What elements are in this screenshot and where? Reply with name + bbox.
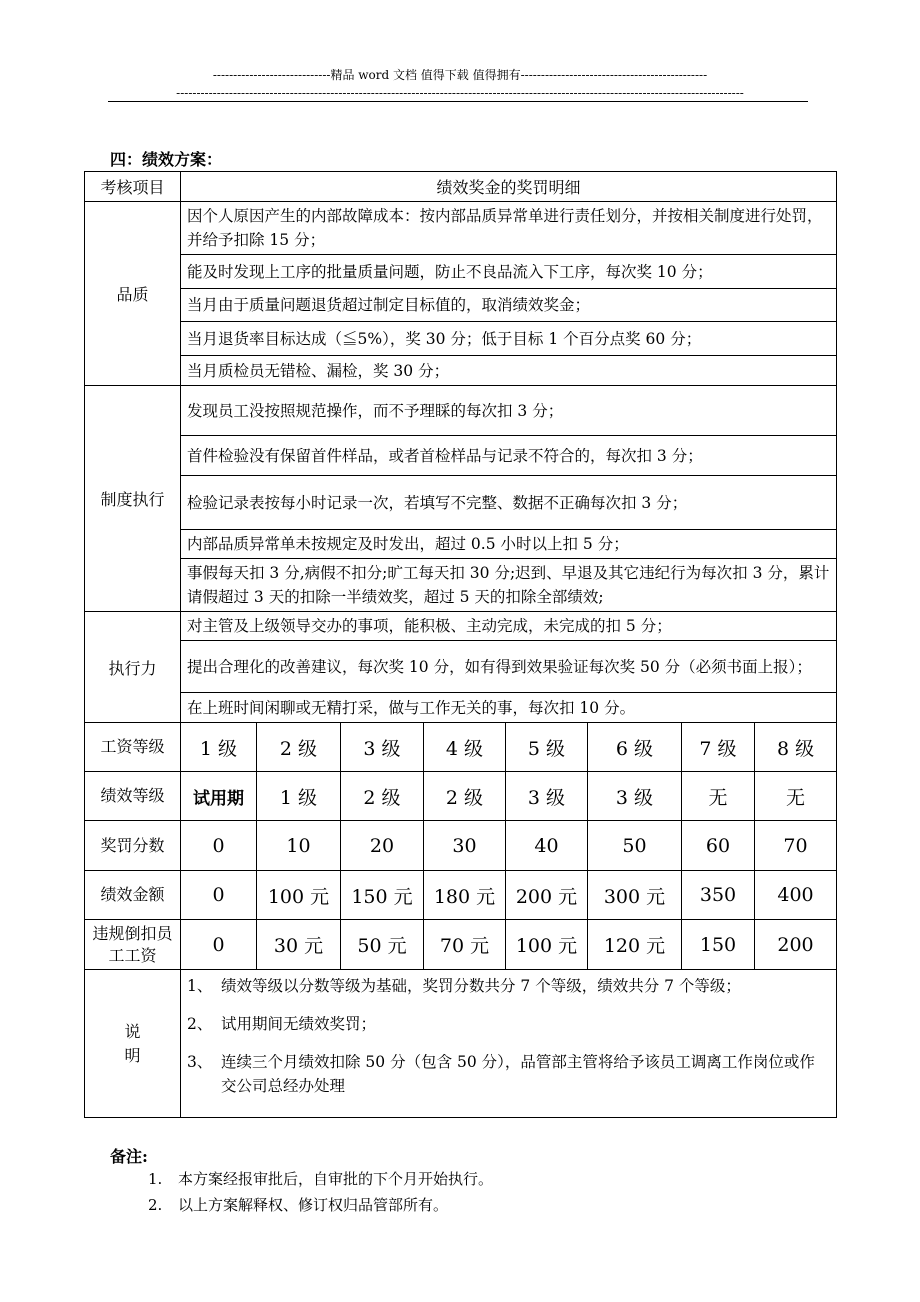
remark-number: 1.: [148, 1170, 163, 1188]
grade-cell: 200: [755, 920, 837, 970]
quality-item: 当月质检员无错检、漏检，奖 30 分；: [181, 356, 837, 386]
grade-cell: 20: [341, 821, 424, 871]
execution-item: 在上班时间闲聊或无精打采，做与工作无关的事，每次扣 10 分。: [181, 693, 837, 723]
grade-cell: 100 元: [257, 871, 341, 920]
grade-cell: 1 级: [181, 723, 257, 772]
grade-cell: 2 级: [341, 772, 424, 821]
grade-cell: 60: [682, 821, 755, 871]
grade-cell: 30 元: [257, 920, 341, 970]
grade-cell: 3 级: [588, 772, 682, 821]
quality-item: 能及时发现上工序的批量质量问题，防止不良品流入下工序，每次奖 10 分；: [181, 255, 837, 289]
remark-item: [148, 1194, 448, 1215]
explanation-label-char: 明: [124, 1045, 141, 1065]
grade-cell: 1 级: [257, 772, 341, 821]
grade-cell: 无: [755, 772, 837, 821]
remark-text: 本方案经报审批后，自审批的下个月开始执行。: [178, 1170, 494, 1188]
header-rule: [108, 101, 808, 102]
grade-cell: 400: [755, 871, 837, 920]
remark-number: 2.: [148, 1196, 163, 1214]
remark-item: [148, 1168, 493, 1189]
page-header-dashes: --------------------------------------------------------------------------------------------------------------------------------------------: [176, 86, 744, 100]
note-item: [187, 1050, 830, 1098]
note-number: 2、: [187, 1015, 213, 1033]
grade-row-label: 违规倒扣员工工资: [85, 920, 181, 970]
compliance-item: 内部品质异常单未按规定及时发出，超过 0.5 小时以上扣 5 分；: [181, 530, 837, 559]
grade-cell: 试用期: [181, 772, 257, 821]
remarks-title: 备注:: [110, 1147, 148, 1166]
note-text: 绩效等级以分数等级为基础，奖罚分数共分 7 个等级，绩效共分 7 个等级；: [221, 977, 741, 995]
note-item: [187, 974, 830, 998]
grade-cell: 3 级: [341, 723, 424, 772]
page-header-line: -----------------------------精品 word 文档 值得下载 值得拥有----------------------------------------------: [212, 68, 708, 82]
note-number: 1、: [187, 977, 213, 995]
execution-item: 提出合理化的改善建议，每次奖 10 分，如有得到效果验证每次奖 50 分（必须书面上报）；: [181, 641, 837, 693]
remark-text: 以上方案解释权、修订权归品管部所有。: [178, 1196, 449, 1214]
grade-cell: 50: [588, 821, 682, 871]
grade-cell: 70: [755, 821, 837, 871]
explanation-label-char: 说: [124, 1021, 141, 1041]
grade-cell: 200 元: [506, 871, 588, 920]
quality-item: 因个人原因产生的内部故障成本：按内部品质异常单进行责任划分，并按相关制度进行处罚，并给予扣除 15 分；: [181, 202, 837, 255]
grade-cell: 6 级: [588, 723, 682, 772]
col-header-item: 考核项目: [85, 172, 181, 202]
grade-cell: 30: [424, 821, 506, 871]
category-compliance: 制度执行: [85, 386, 181, 612]
note-text: 连续三个月绩效扣除 50 分（包含 50 分），品管部主管将给予该员工调离工作岗位或作交公司总经办处理: [221, 1053, 815, 1095]
grade-cell: 300 元: [588, 871, 682, 920]
grade-cell: 180 元: [424, 871, 506, 920]
grade-cell: 3 级: [506, 772, 588, 821]
col-header-detail: 绩效奖金的奖罚明细: [181, 172, 837, 202]
note-item: [187, 1012, 830, 1036]
grade-cell: 350: [682, 871, 755, 920]
grade-cell: 120 元: [588, 920, 682, 970]
explanation-label: [85, 970, 181, 1118]
grade-cell: 2 级: [424, 772, 506, 821]
execution-item: 对主管及上级领导交办的事项，能积极、主动完成，未完成的扣 5 分；: [181, 612, 837, 641]
grade-cell: 4 级: [424, 723, 506, 772]
category-quality: 品质: [85, 202, 181, 386]
grade-cell: 0: [181, 821, 257, 871]
grade-cell: 100 元: [506, 920, 588, 970]
quality-item: 当月由于质量问题退货超过制定目标值的，取消绩效奖金；: [181, 289, 837, 322]
performance-table: [84, 171, 837, 1118]
compliance-item: 检验记录表按每小时记录一次，若填写不完整、数据不正确每次扣 3 分；: [181, 476, 837, 530]
note-text: 试用期间无绩效奖罚；: [221, 1015, 377, 1033]
grade-cell: 0: [181, 920, 257, 970]
grade-cell: 无: [682, 772, 755, 821]
grade-row-label: 工资等级: [85, 723, 181, 772]
grade-cell: 8 级: [755, 723, 837, 772]
explanation-notes: [181, 970, 837, 1118]
grade-cell: 150 元: [341, 871, 424, 920]
compliance-item: 事假每天扣 3 分,病假不扣分;旷工每天扣 30 分;迟到、早退及其它违纪行为每次扣 3 分，累计请假超过 3 天的扣除一半绩效奖，超过 5 天的扣除全部绩效;: [181, 559, 837, 612]
grade-cell: 70 元: [424, 920, 506, 970]
compliance-item: 发现员工没按照规范操作，而不予理睬的每次扣 3 分；: [181, 386, 837, 436]
grade-cell: 40: [506, 821, 588, 871]
grade-row-label: 绩效等级: [85, 772, 181, 821]
grade-cell: 150: [682, 920, 755, 970]
grade-cell: 10: [257, 821, 341, 871]
note-number: 3、: [187, 1053, 213, 1071]
section-title: 四：绩效方案：: [110, 150, 223, 169]
grade-cell: 2 级: [257, 723, 341, 772]
category-execution: 执行力: [85, 612, 181, 723]
grade-cell: 5 级: [506, 723, 588, 772]
grade-cell: 0: [181, 871, 257, 920]
grade-cell: 7 级: [682, 723, 755, 772]
grade-row-label: 奖罚分数: [85, 821, 181, 871]
grade-cell: 50 元: [341, 920, 424, 970]
grade-row-label: 绩效金额: [85, 871, 181, 920]
quality-item: 当月退货率目标达成（≦5%），奖 30 分；低于目标 1 个百分点奖 60 分；: [181, 322, 837, 356]
compliance-item: 首件检验没有保留首件样品，或者首检样品与记录不符合的，每次扣 3 分；: [181, 436, 837, 476]
